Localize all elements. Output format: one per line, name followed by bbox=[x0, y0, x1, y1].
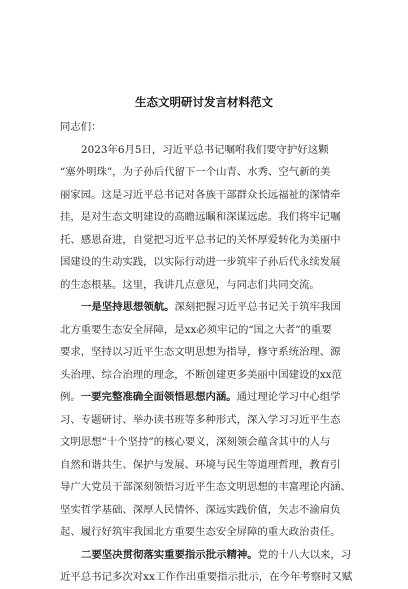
paragraph-line: 坚实哲学基础、深厚人民情怀、深远实践价值，矢志不渝肩负 bbox=[60, 503, 341, 516]
paragraph-line: 起、履行好筑牢我国北方重要生态安全屏障的重大政治责任。 bbox=[60, 526, 341, 538]
paragraph-text: 例。 bbox=[60, 391, 81, 403]
subsection-heading: 一要完整准确全面领悟思想内涵。 bbox=[80, 391, 237, 403]
paragraph-line: 挂，是对生态文明建设的高瞻远瞩和深谋远虑。我们将牢记嘱 bbox=[60, 211, 341, 223]
paragraph-line: 头治理、综合治理的理念，不断创建更多美丽中国建设的xx范 bbox=[60, 368, 342, 381]
paragraph-line: 丽家园。这是习近平总书记对各族干部群众长远福祉的深情牵 bbox=[60, 188, 341, 201]
document-title: 生态文明研讨发言材料范文 bbox=[135, 95, 273, 109]
salutation: 同志们： bbox=[60, 121, 102, 133]
paragraph-line: 近平总书记多次对xx工作作出重要指示批示，在今年考察时又赋 bbox=[60, 571, 353, 583]
paragraph-line: 自然和谐共生、保护与发展、环境与民生等道理哲理，教育引 bbox=[60, 458, 341, 471]
paragraph-line: “塞外明珠”，为子孙后代留下一个山青、水秀、空气新的美 bbox=[60, 166, 331, 178]
paragraph-text: 党的十八大以来，习 bbox=[257, 548, 352, 561]
paragraph-text: 通过理论学习中心组学 bbox=[236, 391, 341, 403]
paragraph-line: 的生态根基。这里，我讲几点意见，与同志们共同交流。 bbox=[60, 278, 320, 291]
subsection-heading: 二要坚决贯彻落实重要指示批示精神。 bbox=[81, 548, 258, 561]
section-heading: 一是坚持思想领航。 bbox=[81, 301, 175, 313]
paragraph-line: 国建设的生动实践，以实际行动进一步筑牢子孙后代永续发展 bbox=[60, 256, 341, 268]
paragraph-line: 文明思想“十个坚持”的核心要义，深刻领会蕴含其中的人与 bbox=[60, 436, 331, 448]
paragraph-line: 托、感恩奋进，自觉把习近平总书记的关怀厚爱转化为美丽中 bbox=[60, 233, 341, 246]
document-body bbox=[60, 116, 354, 589]
paragraph-line: 导广大党员干部深刻领悟习近平生态文明思想的丰富理论内涵、 bbox=[60, 481, 351, 493]
paragraph-line: 要求，坚持以习近平生态文明思想为指导，修守系统治理、源 bbox=[60, 346, 341, 358]
paragraph-line: 北方重要生态安全屏障，是xx必须牢记的“国之大者”的重要 bbox=[60, 323, 332, 336]
paragraph-line: 2023年6月5日，习近平总书记嘱咐我们要守护好这颗 bbox=[81, 143, 329, 156]
paragraph-text: 深刻把握习近平总书记关于筑牢我国 bbox=[174, 301, 341, 313]
paragraph-line bbox=[60, 386, 354, 409]
paragraph-line bbox=[60, 296, 354, 319]
paragraph-line bbox=[60, 544, 354, 567]
paragraph-line: 习、专题研讨、举办读书班等多种形式，深入学习习近平生态 bbox=[60, 413, 341, 426]
